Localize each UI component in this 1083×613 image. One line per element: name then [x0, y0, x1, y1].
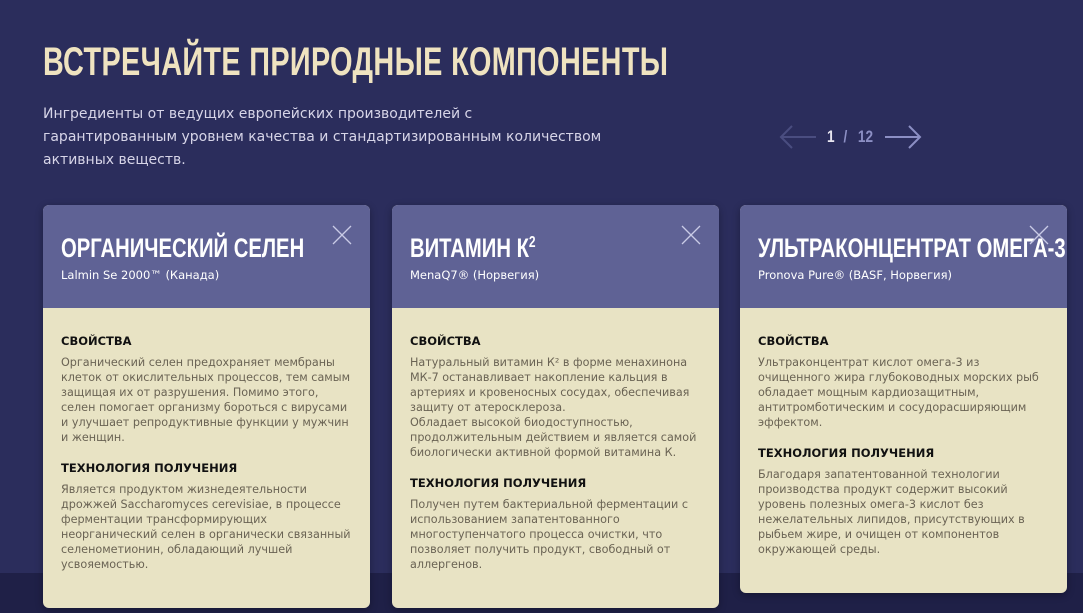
arrow-right-icon[interactable] [883, 124, 923, 150]
card-title-sup: 2 [528, 234, 536, 251]
card-title [410, 233, 628, 264]
card-title [61, 233, 305, 264]
pager-separator: / [843, 127, 848, 146]
page-subtitle: Ингредиенты от ведущих европейских производителей с гарантированным уровнем качества и стандартизированным количеством активных веществ. [43, 106, 602, 168]
card-header [392, 205, 719, 308]
technology-heading: ТЕХНОЛОГИЯ ПОЛУЧЕНИЯ [61, 461, 238, 475]
properties-text: Натуральный витамин К² в форме менахинона МК-7 останавливает накопление кальция в артериях и кровеносных сосудах, обеспечивая защиту от атеросклероза. Обладает высокой биодоступностью, продолжительным действием и является самой биологически активной формой витамина К. [410, 356, 697, 459]
close-icon[interactable] [1029, 225, 1049, 245]
technology-text: Благодаря запатентованной технологии производства продукт содержит высокий уровень полезных омега-3 кислот без нежелательных липидов, присутствующих в рыбьем жире, и очищен от компонентов окружающей среды. [758, 468, 1025, 556]
pager [778, 124, 923, 150]
card-header [43, 205, 370, 308]
properties-text: Органический селен предохраняет мембраны клеток от окислительных процессов, тем самым защищая их от разрушения. Помимо этого, селен помогает организму бороться с вирусами и улучшает репродуктивные функции у мужчин и женщин. [61, 356, 351, 444]
card-maker: MenaQ7® (Норвегия) [410, 268, 540, 282]
close-icon[interactable] [681, 225, 701, 245]
card-title-text: ОРГАНИЧЕСКИЙ СЕЛЕН [61, 233, 305, 263]
card-title-text: УЛЬТРАКОНЦЕНТРАТ ОМЕГА-3 [758, 233, 1066, 263]
technology-heading: ТЕХНОЛОГИЯ ПОЛУЧЕНИЯ [758, 446, 935, 460]
close-icon[interactable] [332, 225, 352, 245]
ingredient-card [740, 205, 1067, 593]
pager-total: 12 [858, 127, 874, 146]
page-title: ВСТРЕЧАЙТЕ ПРИРОДНЫЕ КОМПОНЕНТЫ [43, 40, 669, 84]
card-maker: Pronova Pure® (BASF, Норвегия) [758, 268, 953, 282]
arrow-left-icon[interactable] [778, 124, 818, 150]
pager-current: 1 [826, 127, 835, 146]
card-title-text: ВИТАМИН К [410, 233, 529, 263]
properties-heading: СВОЙСТВА [758, 334, 829, 348]
ingredient-card [43, 205, 370, 608]
card-body [43, 308, 370, 608]
properties-heading: СВОЙСТВА [410, 334, 481, 348]
card-maker: Lalmin Se 2000™ (Канада) [61, 268, 220, 282]
properties-heading: СВОЙСТВА [61, 334, 132, 348]
ingredient-card [392, 205, 719, 608]
card-header [740, 205, 1067, 308]
technology-heading: ТЕХНОЛОГИЯ ПОЛУЧЕНИЯ [410, 476, 587, 490]
card-title [758, 233, 1066, 264]
card-body [740, 308, 1067, 593]
properties-text: Ультраконцентрат кислот омега-3 из очищенного жира глубоководных морских рыб обладает мощным кардиозащитным, антитромботическим и сосудорасширяющим эффектом. [758, 356, 1039, 429]
technology-text: Является продуктом жизнедеятельности дрожжей Saccharomyces cerevisiae, в процессе ферментации трансформирующих неорганический селен в органически связанный селенометионин, обладающий лучшей усвояемостью. [61, 483, 351, 571]
technology-text: Получен путем бактериальной ферментации с использованием запатентованного многоступенчатого процесса очистки, что позволяет получить продукт, свободный от аллергенов. [410, 498, 689, 571]
card-body [392, 308, 719, 608]
